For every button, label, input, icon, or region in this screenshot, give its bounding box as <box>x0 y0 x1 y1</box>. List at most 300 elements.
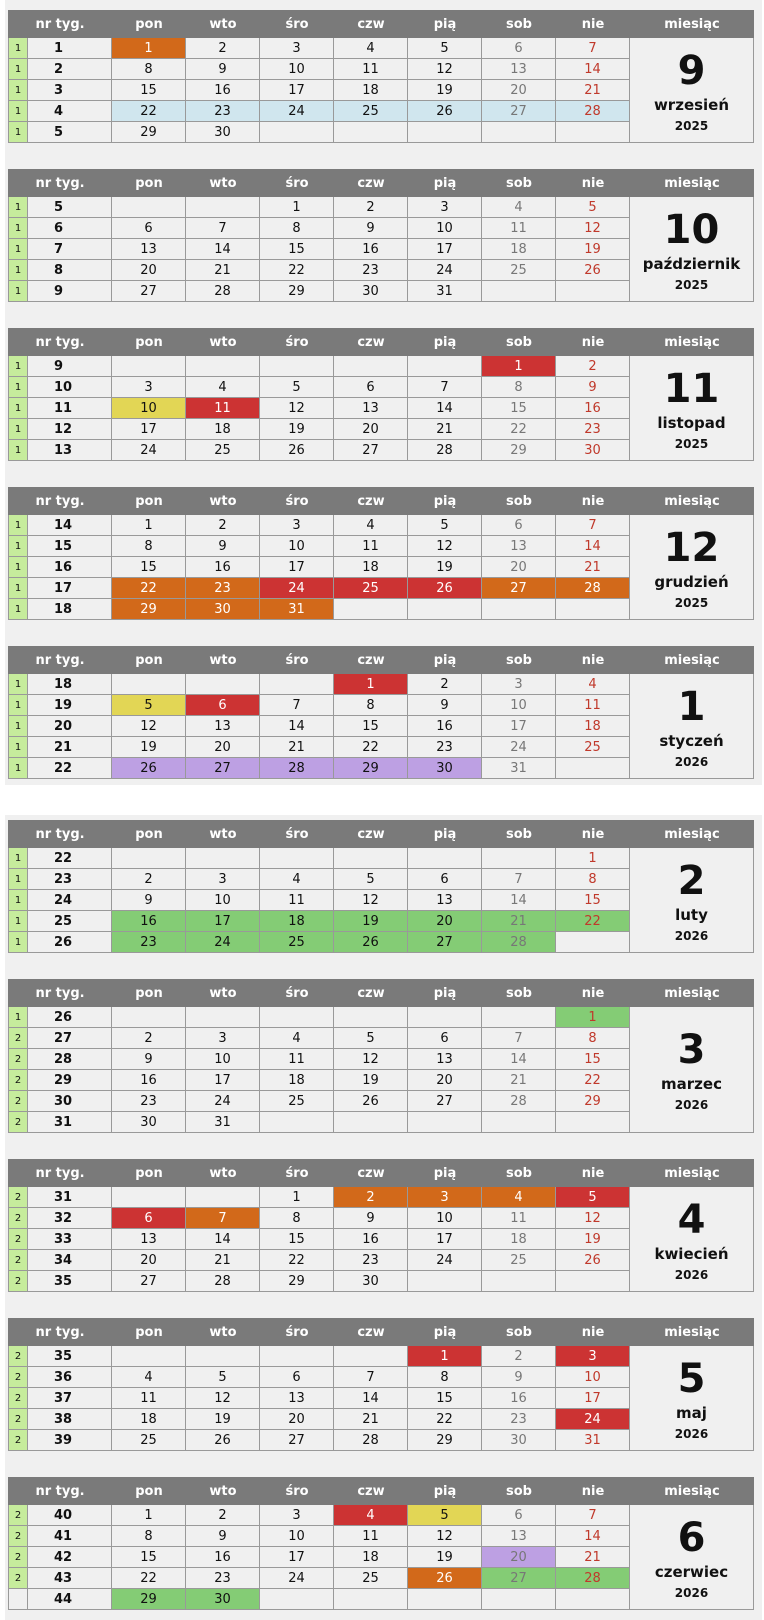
day-cell: 13 <box>334 398 408 419</box>
day-cell: 14 <box>260 716 334 737</box>
day-cell: 15 <box>556 1049 630 1070</box>
header-cell: nie <box>581 16 605 32</box>
day-cell: 18 <box>186 419 260 440</box>
week-number-cell: 26 <box>28 1007 112 1028</box>
day-cell: 14 <box>556 59 630 80</box>
day-cell: 8 <box>556 1028 630 1049</box>
header-cell: nie <box>581 1324 605 1340</box>
day-cell: 17 <box>260 1547 334 1568</box>
header-cell: nr tyg. <box>35 826 85 842</box>
header-cell: nie <box>581 1165 605 1181</box>
week-rows <box>8 1187 630 1292</box>
day-cell: 21 <box>482 911 556 932</box>
day-cell: 30 <box>186 122 260 143</box>
semester-cell: 1 <box>8 557 28 578</box>
week-number-cell: 13 <box>28 440 112 461</box>
day-cell: 5 <box>334 869 408 890</box>
day-cell: 23 <box>334 260 408 281</box>
semester-cell: 1 <box>8 737 28 758</box>
month-calendar <box>8 328 754 461</box>
header-cell: śro <box>285 175 309 191</box>
day-cell: 19 <box>334 1070 408 1091</box>
header-row <box>8 646 754 674</box>
week-row <box>8 281 630 302</box>
week-row <box>8 1028 630 1049</box>
day-cell: 8 <box>112 59 186 80</box>
day-cell: 28 <box>556 1568 630 1589</box>
week-number-cell: 26 <box>28 932 112 953</box>
header-cell: nie <box>581 985 605 1001</box>
day-cell: 27 <box>260 1430 334 1451</box>
header-cell: pon <box>135 334 163 350</box>
day-cell: 10 <box>260 536 334 557</box>
header-cell: miesiąc <box>664 175 720 191</box>
day-cell <box>334 1007 408 1028</box>
day-cell <box>334 599 408 620</box>
semester-cell: 1 <box>8 536 28 557</box>
header-cell: pią <box>433 175 457 191</box>
semester-cell: 2 <box>8 1388 28 1409</box>
week-number-cell: 39 <box>28 1430 112 1451</box>
semester-cell: 2 <box>8 1049 28 1070</box>
semester-cell: 1 <box>8 218 28 239</box>
header-cell: pią <box>433 826 457 842</box>
day-cell: 15 <box>112 80 186 101</box>
day-cell: 20 <box>186 737 260 758</box>
day-cell: 7 <box>556 1505 630 1526</box>
day-cell: 1 <box>260 1187 334 1208</box>
day-cell: 16 <box>112 1070 186 1091</box>
week-number-cell: 9 <box>28 281 112 302</box>
day-cell: 9 <box>408 695 482 716</box>
week-number-cell: 18 <box>28 674 112 695</box>
semester-cell: 1 <box>8 356 28 377</box>
month-calendar <box>8 487 754 620</box>
month-label-cell <box>630 1187 754 1292</box>
header-cell: sob <box>506 16 532 32</box>
day-cell: 9 <box>186 1526 260 1547</box>
month-calendar <box>8 169 754 302</box>
day-cell: 22 <box>482 419 556 440</box>
day-cell: 12 <box>556 1208 630 1229</box>
header-cell: pią <box>433 16 457 32</box>
week-rows <box>8 1346 630 1451</box>
week-row <box>8 1250 630 1271</box>
day-cell <box>482 1007 556 1028</box>
day-cell: 3 <box>112 377 186 398</box>
week-number-cell: 31 <box>28 1187 112 1208</box>
week-number-cell: 29 <box>28 1070 112 1091</box>
header-row <box>8 487 754 515</box>
header-cell: sob <box>506 1483 532 1499</box>
week-row <box>8 1208 630 1229</box>
week-number-cell: 20 <box>28 716 112 737</box>
header-cell: śro <box>285 652 309 668</box>
week-row <box>8 1409 630 1430</box>
day-cell <box>482 281 556 302</box>
header-cell: sob <box>506 652 532 668</box>
semester-cell: 1 <box>8 911 28 932</box>
day-cell: 12 <box>408 1526 482 1547</box>
day-cell: 28 <box>556 578 630 599</box>
day-cell: 17 <box>260 557 334 578</box>
week-number-cell: 22 <box>28 848 112 869</box>
week-number-cell: 5 <box>28 122 112 143</box>
day-cell: 26 <box>186 1430 260 1451</box>
semester-cell <box>8 1589 28 1610</box>
header-row <box>8 1159 754 1187</box>
day-cell: 18 <box>334 80 408 101</box>
header-cell: sob <box>506 985 532 1001</box>
day-cell: 24 <box>408 260 482 281</box>
day-cell: 4 <box>334 38 408 59</box>
week-row <box>8 80 630 101</box>
day-cell: 24 <box>408 1250 482 1271</box>
header-cell: pon <box>135 985 163 1001</box>
day-cell: 4 <box>112 1367 186 1388</box>
day-cell: 6 <box>482 38 556 59</box>
header-cell: nr tyg. <box>35 175 85 191</box>
month-year: 2026 <box>674 1267 709 1282</box>
header-cell: śro <box>285 1165 309 1181</box>
semester-cell: 2 <box>8 1091 28 1112</box>
month-name: czerwiec <box>654 1562 729 1581</box>
week-number-cell: 12 <box>28 419 112 440</box>
week-row <box>8 122 630 143</box>
header-cell: miesiąc <box>664 652 720 668</box>
week-row <box>8 440 630 461</box>
month-label-cell <box>630 197 754 302</box>
day-cell: 3 <box>186 869 260 890</box>
day-cell: 3 <box>186 1028 260 1049</box>
week-number-cell: 2 <box>28 59 112 80</box>
week-row <box>8 1346 630 1367</box>
week-row <box>8 1229 630 1250</box>
header-cell: pon <box>135 652 163 668</box>
semester-cell: 2 <box>8 1367 28 1388</box>
day-cell: 22 <box>112 1568 186 1589</box>
day-cell: 16 <box>334 1229 408 1250</box>
day-cell: 4 <box>482 197 556 218</box>
week-number-cell: 44 <box>28 1589 112 1610</box>
day-cell <box>482 1589 556 1610</box>
day-cell <box>556 1112 630 1133</box>
header-cell: miesiąc <box>664 493 720 509</box>
header-cell: czw <box>357 334 385 350</box>
day-cell: 7 <box>186 218 260 239</box>
header-cell: czw <box>357 1165 385 1181</box>
week-row <box>8 932 630 953</box>
month-number: 9 <box>677 47 706 94</box>
day-cell: 7 <box>408 377 482 398</box>
semester-cell: 1 <box>8 695 28 716</box>
semester-cell: 1 <box>8 599 28 620</box>
header-cell: śro <box>285 1324 309 1340</box>
day-cell: 5 <box>260 377 334 398</box>
month-label-cell <box>630 38 754 143</box>
semester-cell: 2 <box>8 1430 28 1451</box>
day-cell: 1 <box>556 848 630 869</box>
day-cell: 22 <box>556 911 630 932</box>
month-year: 2026 <box>674 928 709 943</box>
day-cell: 3 <box>260 1505 334 1526</box>
month-year: 2025 <box>674 436 709 451</box>
day-cell: 21 <box>556 1547 630 1568</box>
day-cell: 25 <box>334 578 408 599</box>
semester-cell: 2 <box>8 1028 28 1049</box>
day-cell: 27 <box>112 281 186 302</box>
day-cell: 29 <box>334 758 408 779</box>
week-row <box>8 869 630 890</box>
day-cell: 12 <box>260 398 334 419</box>
day-cell: 24 <box>482 737 556 758</box>
week-row <box>8 377 630 398</box>
week-row <box>8 1589 630 1610</box>
week-row <box>8 59 630 80</box>
day-cell: 4 <box>260 1028 334 1049</box>
day-cell: 28 <box>186 1271 260 1292</box>
day-cell <box>482 599 556 620</box>
semester-cell: 2 <box>8 1409 28 1430</box>
week-number-cell: 40 <box>28 1505 112 1526</box>
day-cell: 25 <box>556 737 630 758</box>
week-number-cell: 9 <box>28 356 112 377</box>
header-cell: pią <box>433 652 457 668</box>
week-row <box>8 101 630 122</box>
day-cell <box>334 1346 408 1367</box>
day-cell: 21 <box>334 1409 408 1430</box>
day-cell: 1 <box>112 1505 186 1526</box>
day-cell: 21 <box>260 737 334 758</box>
day-cell: 17 <box>556 1388 630 1409</box>
week-number-cell: 1 <box>28 38 112 59</box>
day-cell: 24 <box>260 101 334 122</box>
header-cell: miesiąc <box>664 1324 720 1340</box>
header-cell: sob <box>506 1165 532 1181</box>
day-cell <box>556 599 630 620</box>
week-row <box>8 398 630 419</box>
header-cell: wto <box>209 16 237 32</box>
header-cell: nr tyg. <box>35 985 85 1001</box>
week-number-cell: 25 <box>28 911 112 932</box>
day-cell: 5 <box>556 1187 630 1208</box>
semester-cell: 2 <box>8 1229 28 1250</box>
day-cell: 14 <box>186 1229 260 1250</box>
day-cell <box>334 1589 408 1610</box>
day-cell: 4 <box>334 1505 408 1526</box>
week-row <box>8 356 630 377</box>
day-cell: 29 <box>408 1430 482 1451</box>
semester-cell: 1 <box>8 101 28 122</box>
day-cell: 16 <box>186 80 260 101</box>
header-cell: nie <box>581 493 605 509</box>
day-cell <box>112 197 186 218</box>
day-cell: 30 <box>112 1112 186 1133</box>
day-cell: 26 <box>408 101 482 122</box>
header-cell: miesiąc <box>664 334 720 350</box>
day-cell: 19 <box>186 1409 260 1430</box>
month-number: 3 <box>677 1027 706 1073</box>
day-cell <box>408 356 482 377</box>
semester-cell: 2 <box>8 1208 28 1229</box>
day-cell: 26 <box>260 440 334 461</box>
day-cell <box>260 674 334 695</box>
day-cell: 31 <box>408 281 482 302</box>
header-cell: pią <box>433 493 457 509</box>
day-cell: 17 <box>112 419 186 440</box>
week-number-cell: 42 <box>28 1547 112 1568</box>
day-cell: 6 <box>408 1028 482 1049</box>
week-number-cell: 3 <box>28 80 112 101</box>
week-number-cell: 38 <box>28 1409 112 1430</box>
day-cell: 31 <box>556 1430 630 1451</box>
day-cell: 18 <box>482 239 556 260</box>
day-cell: 23 <box>186 1568 260 1589</box>
header-cell: śro <box>285 16 309 32</box>
semester-cell: 2 <box>8 1271 28 1292</box>
header-cell: czw <box>357 826 385 842</box>
day-cell: 19 <box>408 80 482 101</box>
week-row <box>8 260 630 281</box>
day-cell: 5 <box>112 695 186 716</box>
semester-cell: 1 <box>8 80 28 101</box>
header-cell: czw <box>357 493 385 509</box>
day-cell: 16 <box>112 911 186 932</box>
day-cell: 23 <box>482 1409 556 1430</box>
day-cell: 7 <box>556 515 630 536</box>
month-label-cell <box>630 1346 754 1451</box>
day-cell: 24 <box>112 440 186 461</box>
day-cell: 29 <box>112 599 186 620</box>
day-cell: 18 <box>334 557 408 578</box>
day-cell: 12 <box>408 59 482 80</box>
week-row <box>8 536 630 557</box>
week-row <box>8 515 630 536</box>
header-cell: czw <box>357 1324 385 1340</box>
header-cell: nr tyg. <box>35 1165 85 1181</box>
month-label-cell <box>630 848 754 953</box>
day-cell: 26 <box>408 578 482 599</box>
semester-cell: 1 <box>8 260 28 281</box>
day-cell: 23 <box>186 101 260 122</box>
day-cell <box>112 1187 186 1208</box>
day-cell: 17 <box>408 1229 482 1250</box>
header-cell: miesiąc <box>664 985 720 1001</box>
semester-cell: 2 <box>8 1568 28 1589</box>
day-cell: 5 <box>334 1028 408 1049</box>
month-label-cell <box>630 1505 754 1610</box>
header-cell: pią <box>433 1483 457 1499</box>
header-cell: pon <box>135 16 163 32</box>
day-cell: 13 <box>482 59 556 80</box>
week-row <box>8 674 630 695</box>
day-cell: 9 <box>112 1049 186 1070</box>
header-cell: pon <box>135 1324 163 1340</box>
week-row <box>8 1091 630 1112</box>
header-cell: miesiąc <box>664 16 720 32</box>
day-cell: 17 <box>408 239 482 260</box>
month-name: październik <box>642 254 741 273</box>
day-cell: 26 <box>556 260 630 281</box>
day-cell: 6 <box>186 695 260 716</box>
day-cell: 9 <box>334 1208 408 1229</box>
day-cell: 21 <box>482 1070 556 1091</box>
day-cell: 12 <box>556 218 630 239</box>
header-cell: nie <box>581 652 605 668</box>
header-cell: pon <box>135 175 163 191</box>
header-row <box>8 328 754 356</box>
week-number-cell: 7 <box>28 239 112 260</box>
week-row <box>8 1049 630 1070</box>
week-row <box>8 1505 630 1526</box>
day-cell: 12 <box>334 890 408 911</box>
day-cell <box>186 356 260 377</box>
month-calendar <box>8 646 754 779</box>
day-cell: 20 <box>482 557 556 578</box>
week-number-cell: 18 <box>28 599 112 620</box>
week-row <box>8 197 630 218</box>
day-cell: 6 <box>260 1367 334 1388</box>
header-cell: wto <box>209 826 237 842</box>
day-cell: 11 <box>334 536 408 557</box>
week-number-cell: 17 <box>28 578 112 599</box>
week-number-cell: 6 <box>28 218 112 239</box>
day-cell: 27 <box>186 758 260 779</box>
day-cell: 6 <box>482 515 556 536</box>
day-cell: 8 <box>260 218 334 239</box>
header-cell: nr tyg. <box>35 1324 85 1340</box>
day-cell: 24 <box>260 1568 334 1589</box>
day-cell: 1 <box>112 38 186 59</box>
semester-cell: 2 <box>8 1250 28 1271</box>
week-number-cell: 27 <box>28 1028 112 1049</box>
day-cell: 12 <box>186 1388 260 1409</box>
header-row <box>8 1477 754 1505</box>
day-cell: 28 <box>334 1430 408 1451</box>
month-number: 6 <box>677 1514 706 1561</box>
header-cell: sob <box>506 175 532 191</box>
day-cell: 29 <box>482 440 556 461</box>
week-number-cell: 21 <box>28 737 112 758</box>
week-row <box>8 218 630 239</box>
header-cell: czw <box>357 16 385 32</box>
header-cell: pią <box>433 1324 457 1340</box>
day-cell: 10 <box>112 398 186 419</box>
day-cell <box>260 1007 334 1028</box>
day-cell: 20 <box>112 1250 186 1271</box>
day-cell: 16 <box>186 557 260 578</box>
day-cell: 20 <box>408 911 482 932</box>
day-cell: 3 <box>408 1187 482 1208</box>
day-cell: 10 <box>260 1526 334 1547</box>
header-cell: wto <box>209 175 237 191</box>
week-rows <box>8 1007 630 1133</box>
day-cell <box>334 848 408 869</box>
day-cell: 22 <box>260 1250 334 1271</box>
day-cell: 23 <box>186 578 260 599</box>
week-row <box>8 758 630 779</box>
header-cell: nie <box>581 1483 605 1499</box>
day-cell: 8 <box>260 1208 334 1229</box>
month-label-cell <box>630 1007 754 1133</box>
day-cell <box>334 356 408 377</box>
day-cell <box>408 599 482 620</box>
day-cell: 10 <box>408 1208 482 1229</box>
week-rows <box>8 38 630 143</box>
month-calendar <box>8 979 754 1133</box>
day-cell: 18 <box>556 716 630 737</box>
semester-cell: 1 <box>8 890 28 911</box>
